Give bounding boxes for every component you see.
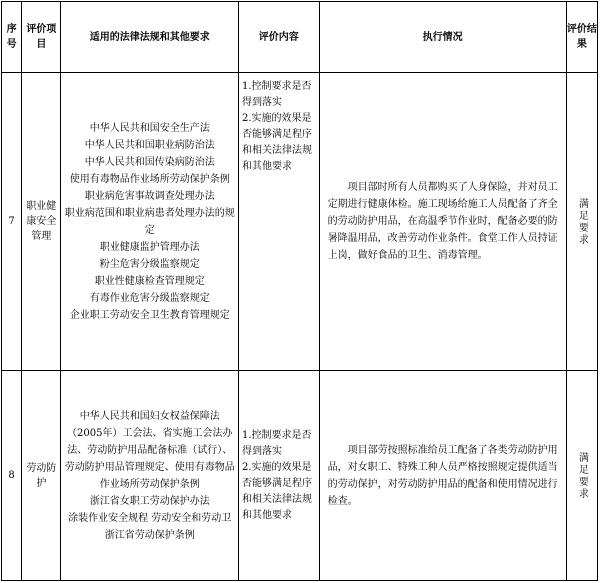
header-content-label: 评价内容 bbox=[258, 31, 299, 43]
law-entry: 涂装作业安全规程 劳动安全和劳动卫 bbox=[68, 512, 232, 524]
row-content bbox=[238, 73, 319, 371]
row-no bbox=[2, 371, 22, 581]
law-entry: 中华人民共和国妇女权益保障法（2005年）工会法、省实施工会法办法、劳动防护用品配备标准（试行）、劳动防护用品管理规定、使用有毒物品作业场所劳动保护条例 bbox=[64, 410, 235, 490]
header-exec-label: 执行情况 bbox=[422, 31, 463, 43]
header-law bbox=[61, 2, 238, 73]
row-exec-text: 项目部劳按照标准给员工配备了各类劳动防护用品，对女职工、特殊工种人员严格按照规定提供适当的劳动保护，对劳动防护用品的配备和使用情况进行检查。 bbox=[327, 444, 558, 507]
row-no-text: 8 bbox=[8, 470, 15, 481]
law-entry: 有毒作业危害分级监察规定 bbox=[89, 292, 210, 304]
row-result-text: 满足要求 bbox=[576, 197, 588, 246]
row-item bbox=[22, 371, 61, 581]
header-item bbox=[22, 2, 61, 73]
law-entry: 粉尘危害分级监察规定 bbox=[99, 258, 200, 270]
table-row bbox=[2, 73, 598, 371]
law-entry: 职业健康监护管理办法 bbox=[99, 241, 200, 253]
row-content-text: 1.控制要求是否得到落实 2.实施的效果是否能够满足程序和相关法律法规和其他要求 bbox=[241, 429, 312, 521]
row-item-text: 职业健康安全管理 bbox=[26, 201, 57, 242]
header-result bbox=[566, 2, 597, 73]
header-row bbox=[2, 2, 598, 73]
row-no-text: 7 bbox=[8, 216, 15, 227]
row-result bbox=[566, 73, 597, 371]
row-result bbox=[566, 371, 597, 581]
header-no bbox=[2, 2, 22, 73]
row-no bbox=[2, 73, 22, 371]
header-result-label: 评价结果 bbox=[566, 24, 597, 50]
law-entry: 浙江省女职工劳动保护办法 bbox=[89, 495, 210, 507]
header-exec bbox=[319, 2, 566, 73]
header-item-label: 评价项目 bbox=[26, 24, 57, 50]
law-entry: 职业病危害事故调查处理办法 bbox=[84, 190, 215, 202]
law-entry: 中华人民共和国职业病防治法 bbox=[84, 139, 215, 151]
header-content bbox=[238, 2, 319, 73]
row-exec bbox=[319, 73, 566, 371]
law-entry: 企业职工劳动安全卫生教育管理规定 bbox=[69, 309, 230, 321]
law-entry: 职业病范围和职业病患者处理办法的规定 bbox=[64, 207, 235, 236]
header-law-label: 适用的法律法规和其他要求 bbox=[89, 31, 210, 43]
row-laws bbox=[61, 73, 238, 371]
row-item bbox=[22, 73, 61, 371]
row-exec-text: 项目部时所有人员都购买了人身保险，并对员工定期进行健康体检。施工现场给施工人员配备了齐全的劳动防护用品，在高温季节作业时，配备必要的防暑降温用品，改善劳动作业条件。食堂工作人员持证上岗，做好食品的卫生、消毒管理。 bbox=[327, 182, 558, 261]
evaluation-table bbox=[1, 1, 598, 581]
row-content bbox=[238, 371, 319, 581]
law-entry: 使用有毒物品作业场所劳动保护条例 bbox=[69, 173, 230, 185]
law-entry: 中华人民共和国安全生产法 bbox=[89, 122, 210, 134]
row-content-text: 1.控制要求是否得到落实 2.实施的效果是否能够满足程序和相关法律法规和其他要求 bbox=[241, 81, 312, 172]
row-result-text: 满足要求 bbox=[576, 451, 588, 500]
header-no-label: 序号 bbox=[6, 24, 17, 50]
table-row bbox=[2, 371, 598, 581]
law-entry: 浙江省劳动保护条例 bbox=[104, 529, 195, 541]
row-exec bbox=[319, 371, 566, 581]
row-item-text: 劳动防护 bbox=[26, 462, 57, 489]
law-entry: 职业性健康检查管理规定 bbox=[94, 275, 205, 287]
law-entry: 中华人民共和国传染病防治法 bbox=[84, 156, 215, 168]
row-laws bbox=[61, 371, 238, 581]
